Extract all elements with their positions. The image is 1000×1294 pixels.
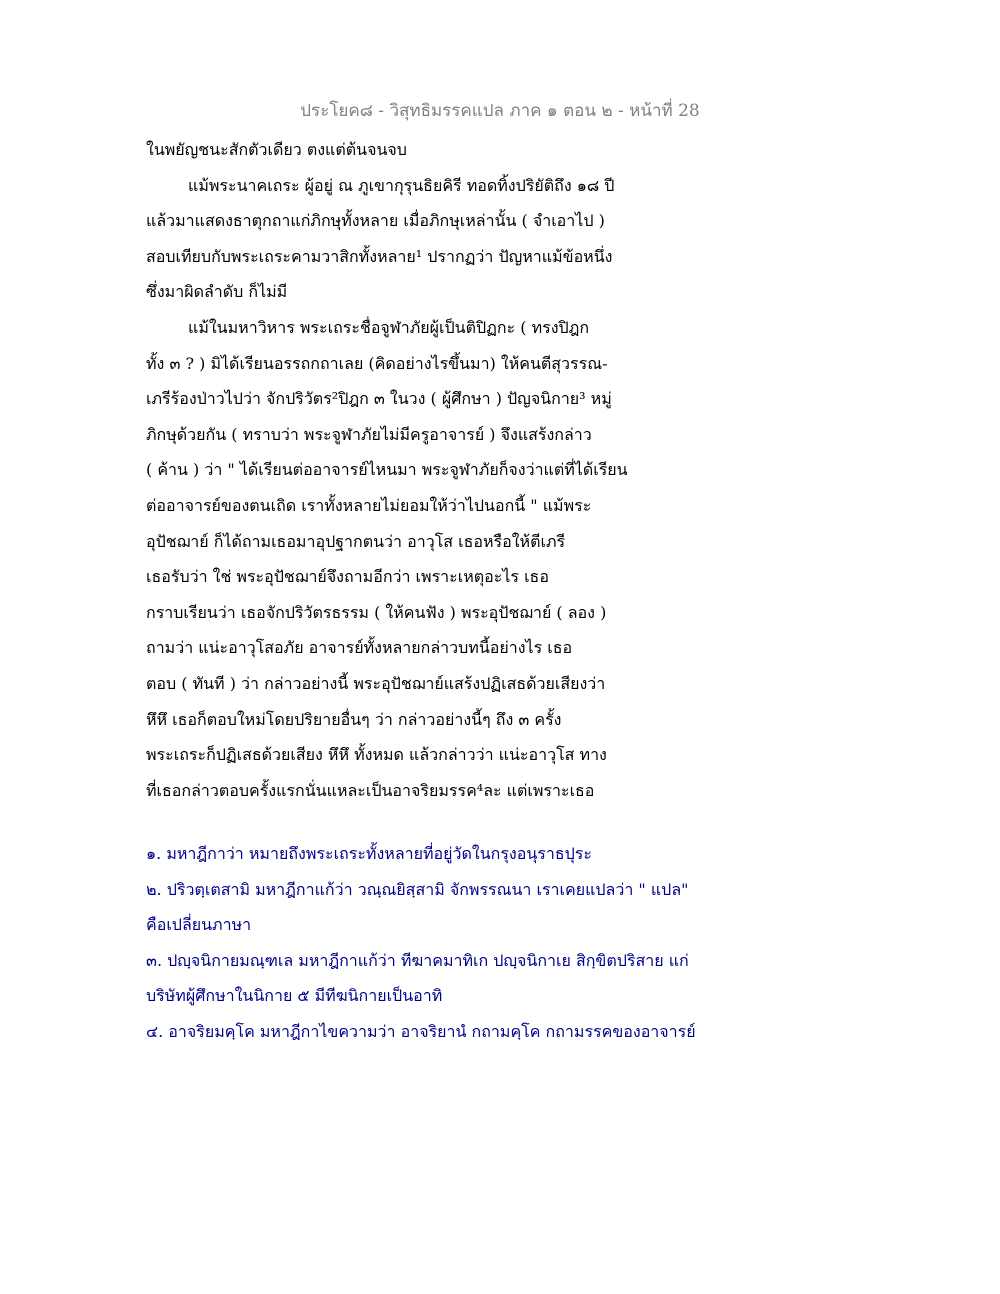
body-line: ภิกษุด้วยกัน ( ทราบว่า พระจูฬาภัยไม่มีครูอาจารย์ ) จึงแสร้งกล่าว (146, 424, 592, 444)
body-line: หึหึ เธอก็ตอบใหม่โดยปริยายอื่นๆ ว่า กล่าวอย่างนี้ๆ ถึง ๓ ครั้ง (146, 709, 562, 729)
body-line: ซึ่งมาผิดลำดับ ก็ไม่มี (146, 282, 288, 302)
footnote-line: บริษัทผู้ศึกษาในนิกาย ๕ มีทีฆนิกายเป็นอาทิ (146, 986, 443, 1006)
body-line: แล้วมาแสดงธาตุกถาแก่ภิกษุทั้งหลาย เมื่อภิกษุเหล่านั้น ( จำเอาไป ) (146, 211, 605, 231)
body-line: ถามว่า แน่ะอาวุโสอภัย อาจารย์ทั้งหลายกล่าวบทนี้อย่างไร เธอ (146, 638, 573, 658)
footnotes (146, 836, 786, 1050)
footnote-line: ๓. ปญฺจนิกายมณฺฑเล มหาฎีกาแก้ว่า ทีฆาคมาทิเก ปญฺจนิกาเย สิกฺขิตปริสาย แก่ (146, 950, 689, 970)
footnote-line: ๑. มหาฎีกาว่า หมายถึงพระเถระทั้งหลายที่อยู่วัดในกรุงอนุราธปุระ (146, 844, 592, 863)
body-line: แม้พระนาคเถระ ผู้อยู่ ณ ภูเขากุรุนธิยคิรี ทอดทิ้งปริยัติถึง ๑๘ ปี (188, 175, 615, 195)
body-line: ที่เธอกล่าวตอบครั้งแรกนั่นแหละเป็นอาจริยมรรค⁴ละ แต่เพราะเธอ (146, 780, 595, 800)
body-line: กราบเรียนว่า เธอจักปริวัตรธรรม ( ให้คนฟัง ) พระอุปัชฌาย์ ( ลอง ) (146, 602, 607, 622)
body-line: แม้ในมหาวิหาร พระเถระชื่อจูฬาภัยผู้เป็นติปิฏกะ ( ทรงปิฎก (188, 317, 590, 337)
body-line: ต่ออาจารย์ของตนเถิด เราทั้งหลายไม่ยอมให้ว่าไปนอกนี้ " แม้พระ (146, 495, 592, 515)
page-header: ประโยค๘ - วิสุทธิมรรคแปล ภาค ๑ ตอน ๒ - หน้าที่ 28 (300, 101, 700, 121)
body-line: พระเถระก็ปฏิเสธด้วยเสียง หึหึ ทั้งหมด แล้วกล่าวว่า แน่ะอาวุโส ทาง (146, 745, 607, 765)
body-line: เภรีร้องป่าวไปว่า จักปริวัตร²ปิฎก ๓ ในวง ( ผู้ศึกษา ) ปัญจนิกาย³ หมู่ (146, 389, 612, 409)
body-line: ในพยัญชนะสักตัวเดียว ตงแต่ต้นจนจบ (146, 140, 407, 159)
body-line: ตอบ ( ทันที ) ว่า กล่าวอย่างนี้ พระอุปัชฌาย์แสร้งปฏิเสธด้วยเสียงว่า (146, 673, 606, 693)
body-line: ( ค้าน ) ว่า " ได้เรียนต่ออาจารย์ไหนมา พระจูฬาภัยก็จงว่าแต่ที่ได้เรียน (146, 460, 628, 480)
body-line: เธอรับว่า ใช่ พระอุปัชฌาย์จึงถามอีกว่า เพราะเหตุอะไร เธอ (146, 567, 549, 587)
body-text (146, 132, 746, 808)
body-line: ทั้ง ๓ ? ) มิได้เรียนอรรถกถาเลย (คิดอย่างไรขึ้นมา) ให้คนตีสุวรรณ- (146, 353, 608, 373)
body-line: อุปัชฌาย์ ก็ได้ถามเธอมาอุปฐากตนว่า อาวุโส เธอหรือให้ตีเภรี (146, 531, 566, 551)
footnote-line: ๒. ปริวตฺเตสามิ มหาฎีกาแก้ว่า วณฺณยิสฺสามิ จักพรรณนา เราเคยแปลว่า " แปล" (146, 879, 689, 899)
body-line: สอบเทียบกับพระเถระคามวาสิกทั้งหลาย¹ ปรากฏว่า ปัญหาแม้ข้อหนึ่ง (146, 246, 613, 266)
footnote-line: ๔. อาจริยมคฺโค มหาฎีกาไขความว่า อาจริยานํ กถามคฺโค กถามรรคของอาจารย์ (146, 1021, 696, 1041)
footnote-line: คือเปลี่ยนภาษา (146, 915, 252, 935)
